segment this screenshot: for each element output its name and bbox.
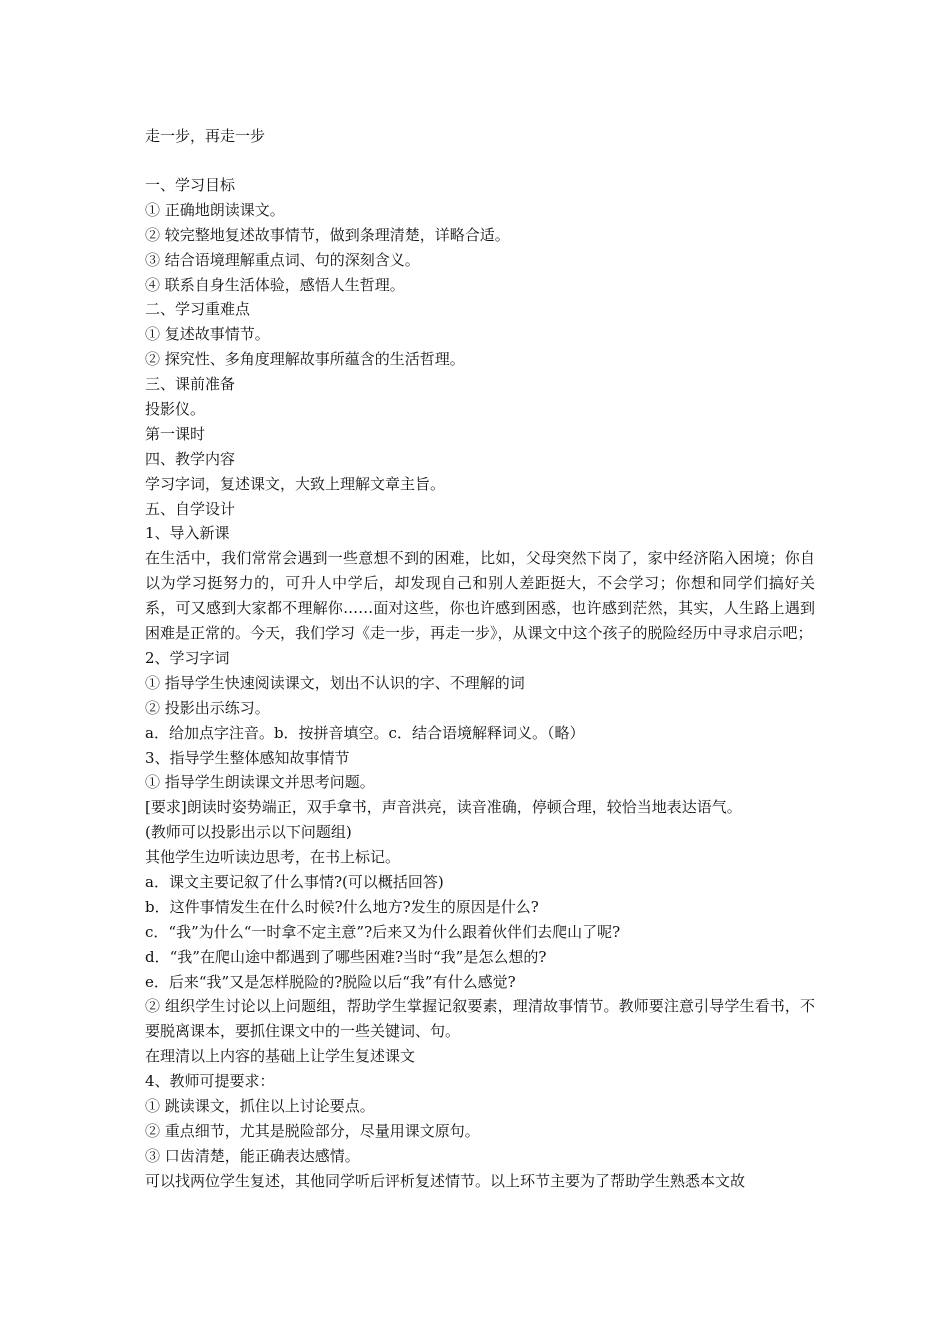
- closing-line: 可以找两位学生复述，其他同学听后评析复述情节。以上环节主要为了帮助学生熟悉本文故: [145, 1171, 746, 1190]
- goal-item: ① 正确地朗读课文。: [145, 200, 285, 219]
- question-item: c．“我”为什么“一时拿不定主意”?后来又为什么跟着伙伴们去爬山了呢?: [145, 922, 621, 941]
- text-line: ② 投影出示练习。: [145, 698, 270, 717]
- text-line: (教师可以投影出示以下问题组): [145, 823, 352, 842]
- question-item: a．课文主要记叙了什么事情?(可以概括回答): [145, 873, 444, 891]
- subheading: 1、导入新课: [145, 524, 230, 543]
- subheading: 2、学习字词: [145, 648, 230, 667]
- text-line: 学习字词，复述课文，大致上理解文章主旨。: [145, 474, 446, 493]
- text-line: 在理清以上内容的基础上让学生复述课文: [145, 1047, 416, 1066]
- text-line: a．给加点字注音。b．按拼音填空。c．结合语境解释词义。（略）: [145, 723, 585, 742]
- goal-item: ② 较完整地复述故事情节，做到条理清楚，详略合适。: [145, 225, 510, 244]
- question-item: e．后来“我”又是怎样脱险的?脱险以后“我”有什么感觉?: [145, 972, 516, 991]
- section-heading-preparation: 三、课前准备: [145, 375, 236, 394]
- text-line: ① 指导学生快速阅读课文，划出不认识的字、不理解的词: [145, 673, 525, 692]
- difficulty-item: ① 复述故事情节。: [145, 325, 270, 344]
- question-item: d．“我”在爬山途中都遇到了哪些困难?当时“我”是怎么想的?: [145, 947, 547, 966]
- subheading: 3、指导学生整体感知故事情节: [145, 748, 350, 767]
- section-heading-content: 四、教学内容: [145, 449, 236, 468]
- difficulty-item: ② 探究性、多角度理解故事所蕴含的生活哲理。: [145, 350, 465, 369]
- requirement-item: ② 重点细节，尤其是脱险部分，尽量用课文原句。: [145, 1121, 480, 1140]
- text-line: 其他学生边听读边思考，在书上标记。: [145, 848, 401, 867]
- section-heading-goals: 一、学习目标: [145, 176, 236, 194]
- document-body: [145, 124, 815, 1194]
- text-line: ① 指导学生朗读课文并思考问题。: [145, 773, 375, 792]
- section-heading-difficulties: 二、学习重难点: [145, 300, 251, 319]
- requirement-item: ③ 口齿清楚，能正确表达感情。: [145, 1146, 360, 1165]
- blank-line: [145, 149, 815, 173]
- goal-item: ④ 联系自身生活体验，感悟人生哲理。: [145, 275, 405, 294]
- document-title: 走一步，再走一步: [145, 127, 266, 145]
- goal-item: ③ 结合语境理解重点词、句的深刻含义。: [145, 250, 420, 269]
- intro-paragraph: 在生活中，我们常常会遇到一些意想不到的困难，比如，父母突然下岗了，家中经济陷入困境；你自以为学习挺努力的，可升人中学后，却发现自己和别人差距挺大，不会学习；你想和同学们搞好关系，可又感到大家都不理解你……面对这些，你也许感到困惑，也许感到茫然，其实，人生路上遇到困难是正常的。今天，我们学习《走一步，再走一步》，从课文中这个孩子的脱险经历中寻求启示吧；: [145, 549, 815, 643]
- question-item: b．这件事情发生在什么时候?什么地方?发生的原因是什么?: [145, 897, 539, 916]
- requirement-item: ① 跳读课文，抓住以上讨论要点。: [145, 1097, 375, 1116]
- lesson-heading: 第一课时: [145, 424, 206, 443]
- section-heading-design: 五、自学设计: [145, 499, 236, 518]
- text-line: 投影仪。: [145, 400, 206, 419]
- discussion-paragraph: ② 组织学生讨论以上问题组，帮助学生掌握记叙要素，理清故事情节。教师要注意引导学生看书，不要脱离课本，要抓住课文中的一些关键词、句。: [145, 997, 815, 1041]
- subheading: 4、教师可提要求：: [145, 1072, 275, 1091]
- text-line: [要求]朗读时姿势端正，双手拿书，声音洪亮，读音准确，停顿合理，较恰当地表达语气。: [145, 798, 742, 817]
